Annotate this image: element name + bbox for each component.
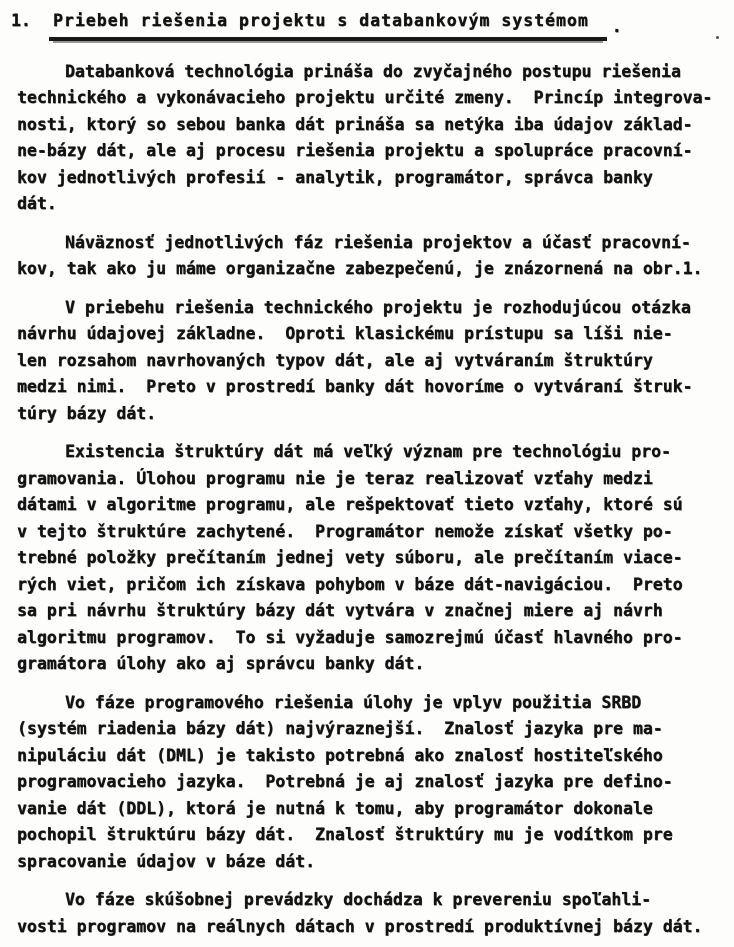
text-line: spracovanie údajov v báze dát. <box>17 851 316 871</box>
text-line: Vo fáze programového riešenia úlohy je vplyv použitia SRBD <box>65 692 642 712</box>
paragraph <box>17 230 720 283</box>
paragraph <box>17 887 720 940</box>
text-line: medzi nimi. Preto v prostredí banky dát hovoríme o vytváraní štruk- <box>17 377 693 396</box>
text-line: trebné položky prečítaním jednej vety súboru, ale prečítaním viace- <box>17 548 683 567</box>
text-line: v tejto štruktúre zachytené. Programátor nemože získať všetky po- <box>17 521 673 541</box>
text-line: Vo fáze skúšobnej prevádzky dochádza k prevereniu spoľahli- <box>65 890 652 909</box>
text-line: (systém riadenia bázy dát) najvýraznejší. Znalosť jazyka pre ma- <box>17 719 663 738</box>
paragraph <box>17 295 720 428</box>
stray-period-mark: . <box>611 17 622 36</box>
text-line: Existencia štruktúry dát má veľký význam pre technológiu pro- <box>65 442 671 461</box>
text-line: kov, tak ako ju máme organizačne zabezpečenú, je znázornená na obr.1. <box>17 259 703 278</box>
section-heading <box>11 8 720 41</box>
text-line: Náväznosť jednotlivých fáz riešenia projektov a účasť pracovní- <box>65 232 691 252</box>
text-line: vosti programov na reálnych dátach v prostredí produktívnej bázy dát. <box>17 916 703 936</box>
section-number: 1. <box>11 11 31 30</box>
text-line: dát. <box>17 194 57 213</box>
text-line: programovacieho jazyka. Potrebná je aj znalosť jazyka pre defino- <box>17 772 673 791</box>
ink-speck <box>716 36 719 39</box>
text-line: túry bázy dát. <box>17 403 157 423</box>
text-line: gramovania. Úlohou programu nie je teraz realizovať vzťahy medzi <box>17 468 653 488</box>
text-line: gramátora úlohy ako aj správcu banky dát. <box>17 654 425 673</box>
text-line: pochopil štruktúru bázy dát. Znalosť štruktúry mu je vodítkom pre <box>17 825 673 844</box>
text-line: nipuláciu dát (DML) je takisto potrebná ako znalosť hostiteľského <box>17 745 663 765</box>
text-line: V priebehu riešenia technického projektu je rozhodujúcou otázka <box>65 297 691 317</box>
section-title: Priebeh riešenia projektu s databankovým systémom <box>49 8 607 41</box>
paragraph <box>17 690 720 876</box>
text-line: Databanková technológia prináša do zvyčajného postupu riešenia <box>65 61 681 81</box>
text-line: sa pri návrhu štruktúry bázy dát vytvára v značnej miere aj návrh <box>17 601 663 620</box>
text-line: rých viet, pričom ich získava pohybom v báze dát-navigáciou. Preto <box>17 574 683 594</box>
text-line: návrhu údajovej základne. Oproti klasickému prístupu sa líši nie- <box>17 324 673 343</box>
text-line: technického a vykonávacieho projektu určité zmeny. Princíp integrova- <box>17 88 713 107</box>
body-text <box>17 59 720 941</box>
text-line: nosti, ktorý so sebou banka dát prináša sa netýka iba údajov základ- <box>17 114 693 134</box>
text-line: dátami v algoritme programu, ale rešpektovať tieto vzťahy, ktoré sú <box>17 495 683 514</box>
text-line: kov jednotlivých profesií - analytik, programátor, správca banky <box>17 167 653 187</box>
text-line: algoritmu programov. To si vyžaduje samozrejmú účasť hlavného pro- <box>17 627 683 647</box>
paragraph <box>17 59 720 218</box>
paragraph <box>17 439 720 678</box>
text-line: vanie dát (DDL), ktorá je nutná k tomu, aby programátor dokonale <box>17 798 653 818</box>
text-line: len rozsahom navrhovaných typov dát, ale aj vytváraním štruktúry <box>17 350 653 370</box>
text-line: ne-bázy dát, ale aj procesu riešenia projektu a spolupráce pracovní- <box>17 141 693 160</box>
